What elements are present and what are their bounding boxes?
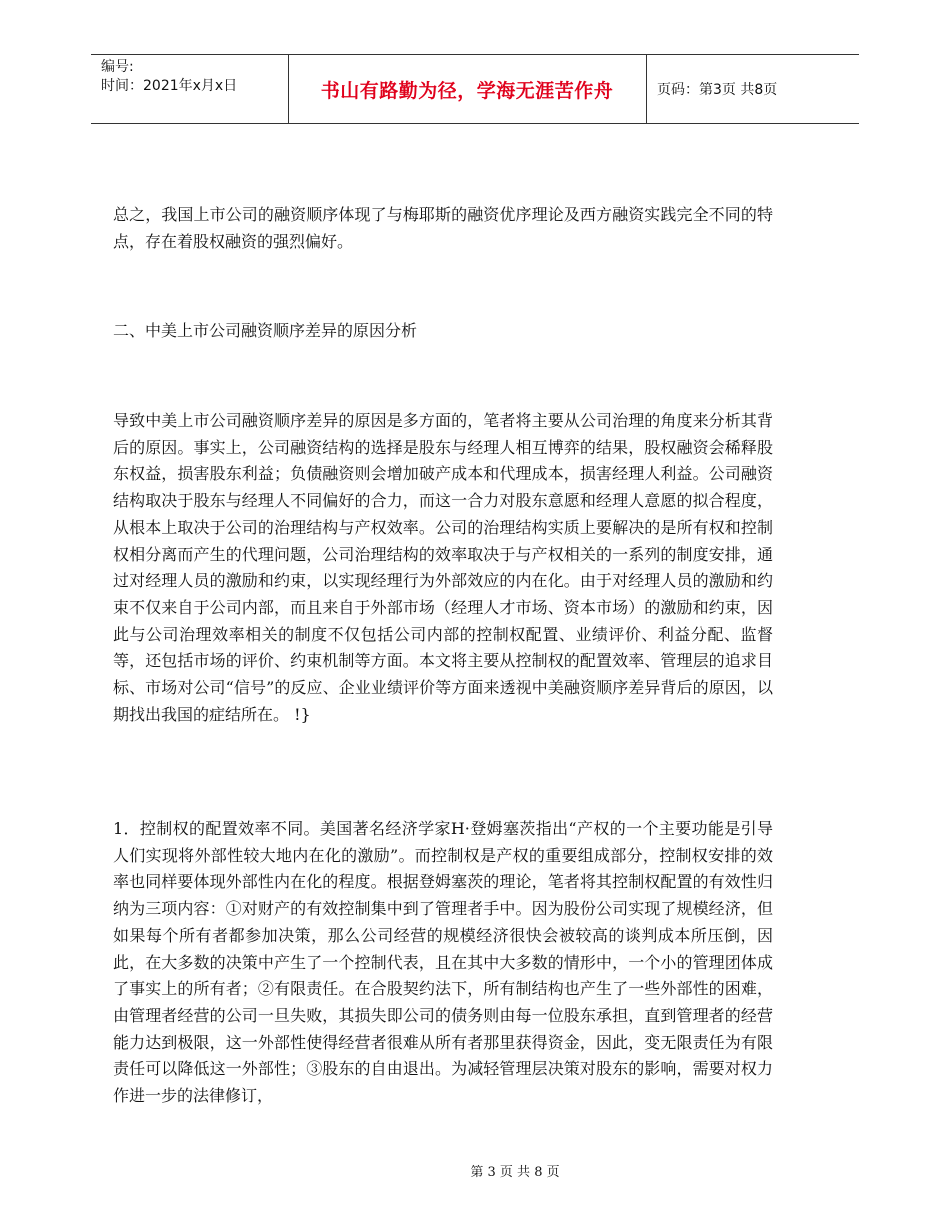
page-footer: 第 3 页 共 8 页: [470, 1165, 560, 1180]
serial-number-label: 编号:: [101, 59, 134, 75]
point-one-paragraph: 1．控制权的配置效率不同。美国著名经济学家H·登姆塞茨指出“产权的一个主要功能是引导人们实现将外部性较大地内在化的激励”。而控制权是产权的重要组成部分，控制权安排的效率也同样要体现外部性内在化的程度。根据登姆塞茨的理论，笔者将其控制权配置的有效性归纳为三项内容：①对财产的有效控制集中到了管理者手中。因为股份公司实现了规模经济，但如果每个所有者都参加决策，那么公司经营的规模经济很快会被较高的谈判成本所压倒，因此，在大多数的决策中产生了一个控制代表，且在其中大多数的情形中，一个小的管理团体成了事实上的所有者；②有限责任。在合股契约法下，所有制结构也产生了一些外部性的困难，由管理者经营的公司一旦失败，其损失即公司的债务则由每一位股东承担，直到管理者的经营能力达到极限，这一外部性使得经营者很难从所有者那里获得资金，因此，变无限责任为有限责任可以降低这一外部性；③股东的自由退出。为减轻管理层决策对股东的影响，需要对权力作进一步的法律修订，: [113, 819, 773, 1106]
date-label: 时间：2021年x月x日: [101, 78, 238, 94]
summary-paragraph: 总之，我国上市公司的融资顺序体现了与梅耶斯的融资优序理论及西方融资实践完全不同的特点，存在着股权融资的强烈偏好。: [113, 205, 773, 251]
section-heading: 二、中美上市公司融资顺序差异的原因分析: [113, 321, 418, 340]
header-page-info: 页码：第3页 共8页: [657, 82, 778, 98]
cause-paragraph: 导致中美上市公司融资顺序差异的原因是多方面的，笔者将主要从公司治理的角度来分析其背后的原因。事实上，公司融资结构的选择是股东与经理人相互博弈的结果，股权融资会稀释股东权益，损害股东利益；负债融资则会增加破产成本和代理成本，损害经理人利益。公司融资结构取决于股东与经理人不同偏好的合力，而这一合力对股东意愿和经理人意愿的拟合程度，从根本上取决于公司的治理结构与产权效率。公司的治理结构实质上要解决的是所有权和控制权相分离而产生的代理问题，公司治理结构的效率取决于与产权相关的一系列的制度安排，通过对经理人员的激励和约束，以实现经理行为外部效应的内在化。由于对经理人员的激励和约束不仅来自于公司内部，而且来自于外部市场（经理人才市场、资本市场）的激励和约束，因此与公司治理效率相关的制度不仅包括公司内部的控制权配置、业绩评价、利益分配、监督等，还包括市场的评价、约束机制等方面。本文将主要从控制权的配置效率、管理层的追求目标、市场对公司“信号”的反应、企业业绩评价等方面来透视中美融资顺序差异背后的原因，以期找出我国的症结所在。 !}: [113, 411, 773, 724]
header-meta: [101, 58, 237, 96]
page-header: [91, 54, 859, 124]
header-divider-right: [646, 55, 647, 123]
header-motto: 书山有路勤为径，学海无涯苦作舟: [320, 79, 614, 102]
